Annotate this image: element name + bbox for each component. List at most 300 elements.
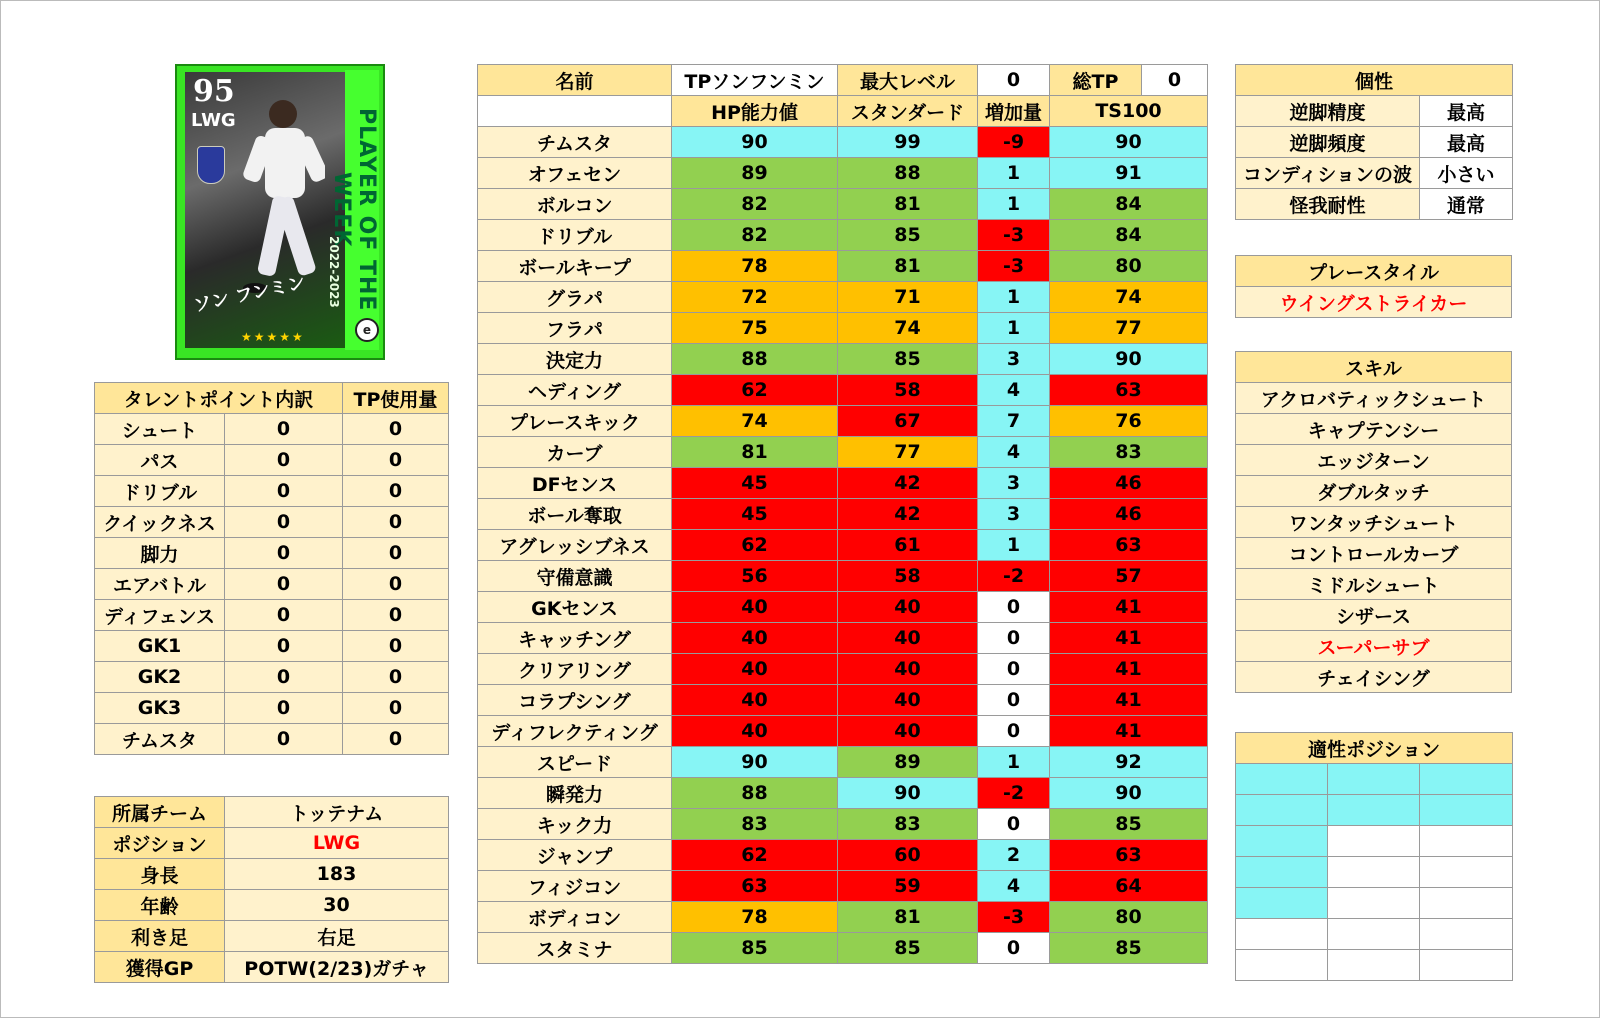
stat-standard: 67 [838,406,978,437]
stat-ts100: 90 [1050,778,1208,809]
stat-increase: 0 [978,809,1050,840]
tp-usage: 0 [343,507,449,538]
talent-row [95,476,449,507]
stat-row [478,313,1208,344]
stat-standard: 58 [838,375,978,406]
stat-standard: 74 [838,313,978,344]
position-cell [1420,795,1513,826]
stat-increase: 3 [978,499,1050,530]
position-cell [1328,764,1420,795]
skill-row [1236,414,1512,445]
stat-hp: 89 [672,158,838,189]
stat-hp: 40 [672,654,838,685]
stat-increase: -9 [978,127,1050,158]
talent-points: 0 [225,724,343,755]
profile-label: ポジション [95,828,225,859]
talent-row [95,507,449,538]
stat-ts100: 85 [1050,809,1208,840]
stat-standard: 71 [838,282,978,313]
stat-label: DFセンス [478,468,672,499]
skill-item: ダブルタッチ [1236,476,1512,507]
stat-row [478,468,1208,499]
stat-ts100: 83 [1050,437,1208,468]
stat-increase: 4 [978,375,1050,406]
talent-points: 0 [225,662,343,693]
skill-row [1236,445,1512,476]
stat-hp: 81 [672,437,838,468]
blank-header-cell [478,96,672,127]
stat-standard: 40 [838,623,978,654]
stat-increase: 7 [978,406,1050,437]
playstyle-value: ウイングストライカー [1236,287,1512,318]
card-banner: PLAYER OF THE WEEK [345,70,379,350]
stat-ts100: 80 [1050,902,1208,933]
stat-row [478,406,1208,437]
skill-item: エッジターン [1236,445,1512,476]
position-grid-row [1236,764,1513,795]
trait-value: 小さい [1420,158,1513,189]
position-cell [1420,764,1513,795]
stat-hp: 90 [672,747,838,778]
total-tp-label: 総TP [1050,65,1142,96]
trait-value: 最高 [1420,96,1513,127]
stat-hp: 40 [672,623,838,654]
efootball-logo-icon: e [355,318,379,342]
stat-increase: -3 [978,251,1050,282]
profile-table [94,796,449,983]
stat-standard: 88 [838,158,978,189]
profile-value: トッテナム [225,797,449,828]
stat-row [478,933,1208,964]
skill-item: チェイシング [1236,662,1512,693]
stat-row [478,127,1208,158]
position-cell [1328,857,1420,888]
talent-row [95,662,449,693]
stat-increase: 1 [978,158,1050,189]
profile-row [95,921,449,952]
trait-row [1236,127,1513,158]
stat-ts100: 63 [1050,840,1208,871]
position-cell [1236,764,1328,795]
position-cell [1236,826,1328,857]
hp-header: HP能力値 [672,96,838,127]
tp-usage: 0 [343,724,449,755]
stat-standard: 99 [838,127,978,158]
skill-row [1236,538,1512,569]
talent-row [95,445,449,476]
profile-row [95,828,449,859]
talent-points: 0 [225,600,343,631]
stat-increase: 0 [978,685,1050,716]
stat-row [478,716,1208,747]
stat-hp: 62 [672,530,838,561]
stat-label: 瞬発力 [478,778,672,809]
stat-standard: 59 [838,871,978,902]
stat-standard: 40 [838,654,978,685]
card-rating: 95 [193,74,235,109]
stat-standard: 81 [838,902,978,933]
stat-ts100: 63 [1050,530,1208,561]
stat-ts100: 46 [1050,468,1208,499]
tp-usage: 0 [343,662,449,693]
stat-label: フィジコン [478,871,672,902]
position-cell [1236,919,1328,950]
stat-row [478,871,1208,902]
total-tp-value: 0 [1142,65,1208,96]
skill-item: ワンタッチシュート [1236,507,1512,538]
position-cell [1236,795,1328,826]
trait-value: 最高 [1420,127,1513,158]
talent-row [95,724,449,755]
position-cell [1420,857,1513,888]
stat-row [478,685,1208,716]
talent-points: 0 [225,476,343,507]
positions-header: 適性ポジション [1236,733,1513,764]
stat-increase: 1 [978,747,1050,778]
position-grid-row [1236,950,1513,981]
skill-item: コントロールカーブ [1236,538,1512,569]
position-grid-row [1236,857,1513,888]
talent-label: ドリブル [95,476,225,507]
stat-increase: 1 [978,530,1050,561]
position-cell [1236,857,1328,888]
max-level-value: 0 [978,65,1050,96]
profile-row [95,890,449,921]
position-cell [1328,950,1420,981]
stat-hp: 40 [672,685,838,716]
stat-row [478,220,1208,251]
stat-ts100: 91 [1050,158,1208,189]
tp-usage: 0 [343,631,449,662]
talent-label: シュート [95,414,225,445]
tp-usage: 0 [343,693,449,724]
stat-hp: 88 [672,778,838,809]
skill-item: キャプテンシー [1236,414,1512,445]
stat-label: チムスタ [478,127,672,158]
stat-standard: 40 [838,716,978,747]
stat-ts100: 80 [1050,251,1208,282]
skills-table [1235,351,1512,693]
skill-row [1236,507,1512,538]
stat-hp: 88 [672,344,838,375]
stat-hp: 62 [672,840,838,871]
card-stars: ★★★★★ [241,330,305,344]
stat-row [478,158,1208,189]
position-cell [1236,888,1328,919]
stat-ts100: 63 [1050,375,1208,406]
stat-increase: -3 [978,902,1050,933]
stat-increase: 0 [978,933,1050,964]
stat-ts100: 85 [1050,933,1208,964]
talent-label: GK3 [95,693,225,724]
stat-label: キャッチング [478,623,672,654]
trait-label: 逆脚精度 [1236,96,1420,127]
stat-label: キック力 [478,809,672,840]
talent-points: 0 [225,569,343,600]
stat-increase: 1 [978,313,1050,344]
stat-increase: -3 [978,220,1050,251]
stat-increase: 4 [978,437,1050,468]
trait-row [1236,189,1513,220]
stat-standard: 81 [838,189,978,220]
talent-points: 0 [225,631,343,662]
talent-row [95,414,449,445]
tp-usage: 0 [343,600,449,631]
talent-label: エアバトル [95,569,225,600]
stat-standard: 85 [838,933,978,964]
profile-row [95,952,449,983]
stat-row [478,654,1208,685]
stat-row [478,902,1208,933]
talent-label: チムスタ [95,724,225,755]
tp-usage-header: TP使用量 [343,383,449,414]
trait-row [1236,158,1513,189]
stat-standard: 89 [838,747,978,778]
trait-label: 怪我耐性 [1236,189,1420,220]
position-table [1235,732,1513,981]
position-grid-row [1236,826,1513,857]
ts100-header: TS100 [1050,96,1208,127]
stat-hp: 90 [672,127,838,158]
profile-value: POTW(2/23)ガチャ [225,952,449,983]
stat-ts100: 84 [1050,189,1208,220]
skill-row [1236,631,1512,662]
stat-row [478,251,1208,282]
stat-hp: 83 [672,809,838,840]
stat-label: カーブ [478,437,672,468]
stat-hp: 78 [672,902,838,933]
profile-label: 所属チーム [95,797,225,828]
tp-usage: 0 [343,445,449,476]
stat-row [478,747,1208,778]
stat-label: プレースキック [478,406,672,437]
stat-increase: 4 [978,871,1050,902]
tp-usage: 0 [343,569,449,600]
stat-hp: 63 [672,871,838,902]
stat-label: ジャンプ [478,840,672,871]
tp-usage: 0 [343,414,449,445]
stat-ts100: 41 [1050,685,1208,716]
stat-hp: 85 [672,933,838,964]
card-position: LWG [191,110,236,131]
stat-label: 守備意識 [478,561,672,592]
position-grid-row [1236,795,1513,826]
stat-row [478,282,1208,313]
stat-label: ボディコン [478,902,672,933]
talent-label: ディフェンス [95,600,225,631]
stat-increase: 3 [978,468,1050,499]
stat-ts100: 41 [1050,654,1208,685]
stat-standard: 42 [838,468,978,499]
stat-standard: 77 [838,437,978,468]
stat-hp: 62 [672,375,838,406]
stat-ts100: 41 [1050,592,1208,623]
talent-points: 0 [225,693,343,724]
stat-increase: 2 [978,840,1050,871]
stat-hp: 75 [672,313,838,344]
skill-item: スーパーサブ [1236,631,1512,662]
talent-label: GK1 [95,631,225,662]
trait-row [1236,96,1513,127]
stat-label: ヘディング [478,375,672,406]
position-cell [1328,919,1420,950]
stat-ts100: 92 [1050,747,1208,778]
position-cell [1328,888,1420,919]
position-cell [1328,795,1420,826]
stat-row [478,530,1208,561]
traits-header: 個性 [1236,65,1513,96]
stat-row [478,437,1208,468]
stat-hp: 40 [672,716,838,747]
talent-row [95,538,449,569]
standard-header: スタンダード [838,96,978,127]
talent-label: パス [95,445,225,476]
stat-increase: 1 [978,189,1050,220]
stat-ts100: 64 [1050,871,1208,902]
skill-row [1236,569,1512,600]
stat-ts100: 41 [1050,716,1208,747]
stat-standard: 85 [838,344,978,375]
stat-label: ドリブル [478,220,672,251]
position-grid-row [1236,888,1513,919]
position-cell [1420,826,1513,857]
stat-ts100: 77 [1050,313,1208,344]
profile-row [95,859,449,890]
name-value: TPソンフンミン [672,65,838,96]
profile-label: 年齢 [95,890,225,921]
skill-row [1236,662,1512,693]
name-label: 名前 [478,65,672,96]
stat-increase: -2 [978,778,1050,809]
stat-standard: 83 [838,809,978,840]
stat-standard: 42 [838,499,978,530]
skill-row [1236,383,1512,414]
stat-ts100: 90 [1050,344,1208,375]
stat-row [478,623,1208,654]
stat-ts100: 41 [1050,623,1208,654]
stat-hp: 82 [672,189,838,220]
stat-increase: 3 [978,344,1050,375]
increase-header: 増加量 [978,96,1050,127]
talent-row [95,693,449,724]
stat-label: スピード [478,747,672,778]
tp-usage: 0 [343,476,449,507]
stat-row [478,840,1208,871]
club-crest-icon [197,146,225,184]
position-cell [1420,888,1513,919]
stat-hp: 74 [672,406,838,437]
stat-row [478,561,1208,592]
stats-table [477,64,1208,964]
stat-ts100: 57 [1050,561,1208,592]
stat-hp: 82 [672,220,838,251]
stat-standard: 40 [838,592,978,623]
skills-header: スキル [1236,352,1512,383]
stat-label: オフェセン [478,158,672,189]
tp-usage: 0 [343,538,449,569]
stat-hp: 56 [672,561,838,592]
stat-standard: 61 [838,530,978,561]
talent-label: GK2 [95,662,225,693]
card-years: 2022-2023 [327,236,341,308]
talent-points: 0 [225,507,343,538]
stat-row [478,499,1208,530]
stat-increase: 0 [978,592,1050,623]
stat-hp: 45 [672,499,838,530]
stat-label: フラパ [478,313,672,344]
stat-increase: 0 [978,654,1050,685]
profile-value: LWG [225,828,449,859]
stat-hp: 45 [672,468,838,499]
profile-label: 利き足 [95,921,225,952]
stat-standard: 90 [838,778,978,809]
stat-standard: 60 [838,840,978,871]
player-figure-icon [235,92,325,302]
profile-value: 183 [225,859,449,890]
profile-label: 獲得GP [95,952,225,983]
stat-hp: 78 [672,251,838,282]
stat-standard: 85 [838,220,978,251]
skill-item: シザース [1236,600,1512,631]
stat-label: クリアリング [478,654,672,685]
stat-row [478,592,1208,623]
position-cell [1328,826,1420,857]
profile-value: 右足 [225,921,449,952]
stat-label: アグレッシブネス [478,530,672,561]
stat-ts100: 76 [1050,406,1208,437]
stat-increase: 0 [978,716,1050,747]
skill-row [1236,476,1512,507]
stat-standard: 40 [838,685,978,716]
talent-points: 0 [225,538,343,569]
stat-standard: 81 [838,251,978,282]
position-cell [1420,919,1513,950]
profile-label: 身長 [95,859,225,890]
stat-standard: 58 [838,561,978,592]
stat-label: コラプシング [478,685,672,716]
talent-row [95,631,449,662]
stat-hp: 40 [672,592,838,623]
stat-increase: 1 [978,282,1050,313]
trait-label: 逆脚頻度 [1236,127,1420,158]
stat-label: ボール奪取 [478,499,672,530]
stat-label: ボールキープ [478,251,672,282]
talent-row [95,569,449,600]
stat-ts100: 84 [1050,220,1208,251]
trait-label: コンディションの波 [1236,158,1420,189]
playstyle-header: プレースタイル [1236,256,1512,287]
card-player-name: ソン フンミン [191,272,308,317]
player-card [175,64,385,360]
stat-hp: 72 [672,282,838,313]
stat-ts100: 90 [1050,127,1208,158]
position-cell [1420,950,1513,981]
talent-label: 脚力 [95,538,225,569]
talent-point-table [94,382,449,755]
skill-row [1236,600,1512,631]
position-grid-row [1236,919,1513,950]
stat-label: グラパ [478,282,672,313]
stat-ts100: 46 [1050,499,1208,530]
stat-label: GKセンス [478,592,672,623]
talent-label: クイックネス [95,507,225,538]
stat-increase: -2 [978,561,1050,592]
stat-row [478,344,1208,375]
talent-header: タレントポイント内訳 [95,383,343,414]
talent-points: 0 [225,445,343,476]
skill-item: アクロバティックシュート [1236,383,1512,414]
stat-ts100: 74 [1050,282,1208,313]
